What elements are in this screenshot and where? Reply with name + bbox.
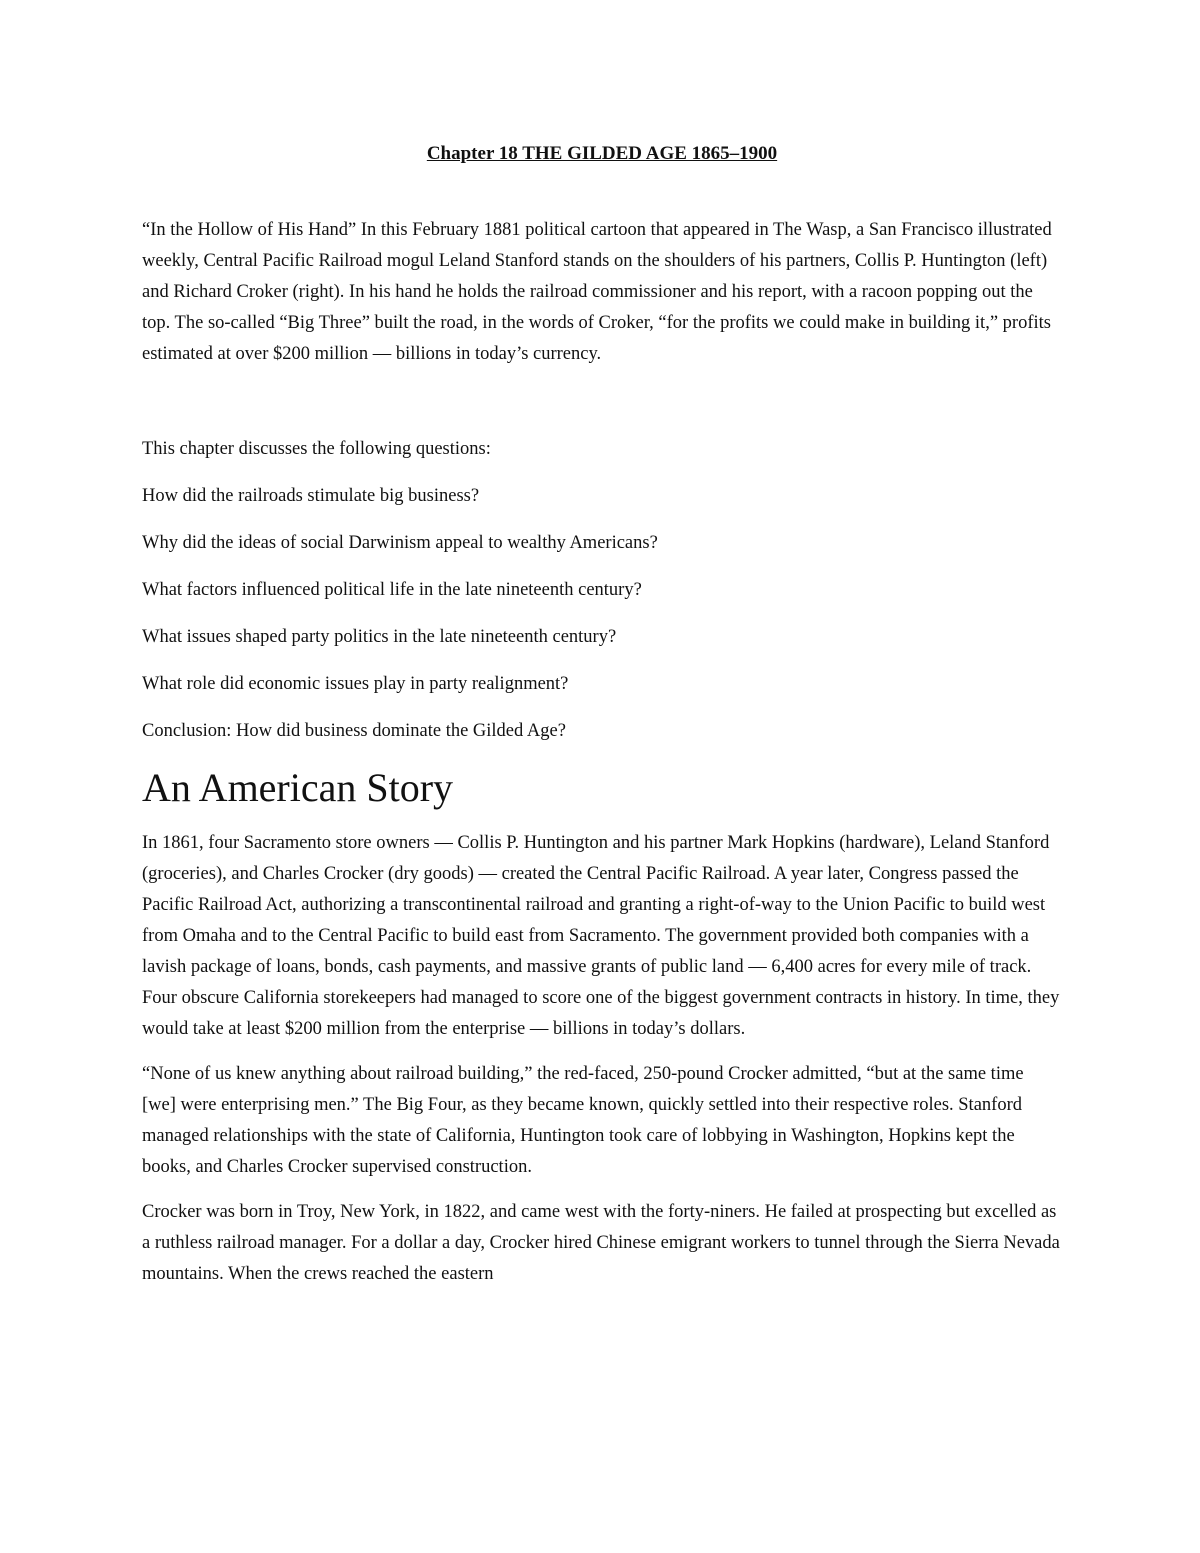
question-item: What issues shaped party politics in the late nineteenth century?: [142, 627, 617, 647]
questions-intro: This chapter discusses the following questions:: [142, 439, 491, 459]
intro-caption: “In the Hollow of His Hand” In this February 1881 political cartoon that appeared in The Wasp, a San Francisco illustrated weekly, Central Pacific Railroad mogul Leland Stanford stands on the shoulders of his partners, Collis P. Huntington (left) and Richard Croker (right). In his hand he holds the railroad commissioner and his report, with a racoon popping out the top. The so-called “Big Three” built the road, in the words of Croker, “for the profits we could make in building it,” profits estimated at over $200 million — billions in today’s currency.: [142, 220, 1052, 364]
section-heading: An American Story: [142, 765, 454, 810]
question-item: What role did economic issues play in party realignment?: [142, 674, 569, 694]
body-paragraph: In 1861, four Sacramento store owners — Collis P. Huntington and his partner Mark Hopkins (hardware), Leland Stanford (groceries), and Charles Crocker (dry goods) — created the Central Pacific Railroad. A year later, Congress passed the Pacific Railroad Act, authorizing a transcontinental railroad and granting a right-of-way to the Union Pacific to build west from Omaha and to the Central Pacific to build east from Sacramento. The government provided both companies with a lavish package of loans, bonds, cash payments, and massive grants of public land — 6,400 acres for every mile of track. Four obscure California storekeepers had managed to score one of the biggest government contracts in history. In time, they would take at least $200 million from the enterprise — billions in today’s dollars.: [142, 833, 1060, 1039]
chapter-questions-list: [142, 434, 1062, 747]
question-item: Conclusion: How did business dominate the Gilded Age?: [142, 721, 566, 741]
body-paragraph: Crocker was born in Troy, New York, in 1822, and came west with the forty-niners. He failed at prospecting but excelled as a ruthless railroad manager. For a dollar a day, Crocker hired Chinese emigrant workers to tunnel through the Sierra Nevada mountains. When the crews reached the eastern: [142, 1202, 1060, 1284]
document-content: [142, 140, 1062, 1304]
question-item: What factors influenced political life in the late nineteenth century?: [142, 580, 642, 600]
body-paragraph: “None of us knew anything about railroad building,” the red-faced, 250-pound Crocker admitted, “but at the same time [we] were enterprising men.” The Big Four, as they became known, quickly settled into their respective roles. Stanford managed relationships with the state of California, Huntington took care of lobbying in Washington, Hopkins kept the books, and Charles Crocker supervised construction.: [142, 1064, 1024, 1177]
chapter-title: Chapter 18 THE GILDED AGE 1865–1900: [426, 143, 778, 164]
question-item: How did the railroads stimulate big business?: [142, 486, 480, 506]
question-item: Why did the ideas of social Darwinism appeal to wealthy Americans?: [142, 533, 658, 553]
